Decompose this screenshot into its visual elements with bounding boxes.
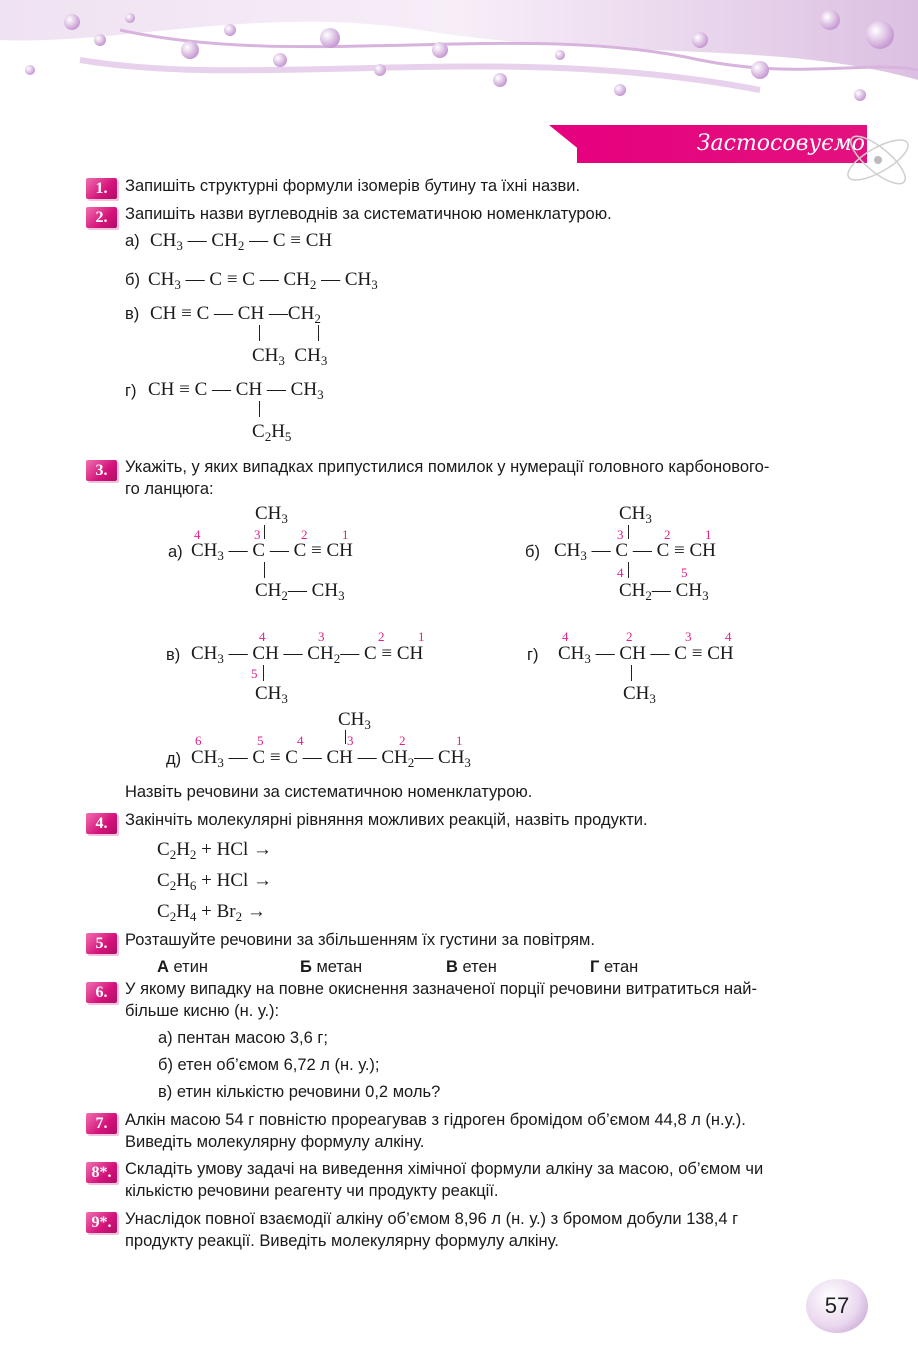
q2-formula-c: CH ≡ C — CH $—CH_2$: [150, 303, 321, 326]
q3-label-a: а): [168, 543, 183, 561]
q3b-top: $CH_3$: [619, 503, 652, 526]
q3c-bottom: $CH_3$: [255, 683, 288, 706]
q3d-n4a: 4: [562, 629, 569, 644]
question-4-text: Закінчіть молекулярні рівняння можливих реакцій, назвіть продукти.: [125, 811, 648, 829]
question-badge-3: 3.: [86, 460, 117, 481]
question-badge-9: 9*.: [86, 1212, 117, 1233]
q3a-n4: 4: [194, 527, 201, 542]
question-8-line1: Складіть умову задачі на виведення хімічної формули алкіну за масою, об’ємом чи: [125, 1160, 764, 1178]
q2-label-d: г): [125, 382, 137, 400]
q3-label-b: б): [525, 543, 540, 561]
q3e-top: $CH_3$: [338, 709, 371, 732]
q6-item-c: в) етин кількістю речовини 0,2 моль?: [158, 1083, 441, 1101]
q2-formula-d: CH ≡ C — CH — $CH_3$: [148, 379, 324, 402]
q3c-n2: 2: [378, 629, 385, 644]
q3a-top: $CH_3$: [255, 503, 288, 526]
page-number: 57: [806, 1279, 868, 1333]
q2-formula-a: $CH_3$ — $CH_2$ — C ≡ CH: [150, 230, 333, 253]
q3b-n2: 2: [664, 527, 671, 542]
q3a-bottom: $CH_2—$ $CH_3$: [255, 580, 345, 603]
question-badge-5: 5.: [86, 933, 117, 954]
q3e-main: $CH_3$ — C ≡ C — CH — $CH_2—$ $CH_3$: [191, 747, 471, 770]
q3a-n3: 3: [254, 527, 261, 542]
q3c-main: $CH_3$ — CH — $CH_2—$ C ≡ CH: [191, 643, 424, 666]
q3-label-e: д): [166, 750, 182, 768]
q2-label-a: а): [125, 232, 140, 250]
question-7-line2: Виведіть молекулярну формулу алкіну.: [125, 1133, 425, 1151]
q2-formula-d-sub: $C_2H_5$: [252, 421, 292, 444]
q3e-n5: 5: [257, 733, 264, 748]
q3e-n4: 4: [297, 733, 304, 748]
question-5-text: Розташуйте речовини за збільшенням їх густини за повітрям.: [125, 931, 595, 949]
question-9-line1: Унаслідок повної взаємодії алкіну об’ємом 8,96 л (н. у.) з бромом добули 138,4 г: [125, 1210, 739, 1228]
q3e-n3: 3: [347, 733, 354, 748]
question-1-text: Запишіть структурні формули ізомерів бутину та їхні назви.: [125, 177, 581, 195]
q3c-n4: 4: [259, 629, 266, 644]
question-badge-4: 4.: [86, 813, 117, 834]
q2-label-c: в): [125, 305, 140, 323]
question-2-text: Запишіть назви вуглеводнів за систематичною номенклатурою.: [125, 205, 612, 223]
q3e-n2: 2: [399, 733, 406, 748]
atom-decoration-icon: [838, 110, 918, 210]
q3b-n1: 1: [705, 527, 712, 542]
q4-equation-3: $C_2H_4 + Br_2$ →: [157, 901, 266, 924]
question-3-line2: го ланцюга:: [125, 480, 214, 498]
q6-item-a: а) пентан масою 3,6 г;: [158, 1029, 328, 1047]
q2-formula-b: $CH_3$ — C ≡ C — $CH_2$ — $CH_3$: [148, 269, 378, 292]
q3d-n2: 2: [626, 629, 633, 644]
q3a-n1: 1: [342, 527, 349, 542]
question-7-line1: Алкін масою 54 г повністю прореагував з гідроген бромідом об’ємом 44,8 л (н.у.).: [125, 1111, 746, 1129]
q5-option-a: А етин: [157, 958, 209, 976]
q4-equation-2: $C_2H_6$ + HCl →: [157, 870, 273, 893]
question-badge-1: 1.: [86, 178, 117, 199]
q3d-main: $CH_3$ — CH — C ≡ CH: [558, 643, 734, 666]
question-6-line2: більше кисню (н. у.):: [125, 1002, 280, 1020]
question-3-line1: Укажіть, у яких випадках припустилися помилок у нумерації головного карбонового-: [125, 458, 770, 476]
q3a-n2: 2: [301, 527, 308, 542]
q3d-bottom: $CH_3$: [623, 683, 656, 706]
q3b-main: $CH_3$ — C — C ≡ CH: [554, 540, 716, 563]
question-badge-8: 8*.: [86, 1162, 117, 1183]
question-badge-2: 2.: [86, 207, 117, 228]
q3b-bottom: $CH_2—$ $CH_3$: [619, 580, 709, 603]
q4-equation-1: $C_2H_2$ + HCl →: [157, 839, 273, 862]
q3b-n4: 4: [617, 565, 624, 580]
section-banner-title: Застосовуємо: [696, 131, 865, 156]
question-badge-6: 6.: [86, 982, 117, 1003]
q2-label-b: б): [125, 271, 140, 289]
q5-option-d: Г етан: [590, 958, 639, 976]
question-badge-7: 7.: [86, 1113, 117, 1134]
q3-label-d: г): [527, 646, 539, 664]
q3a-main: $CH_3$ — C — C ≡ CH: [191, 540, 353, 563]
q5-option-b: Б метан: [300, 958, 363, 976]
q3b-n5: 5: [681, 565, 688, 580]
q3c-n5: 5: [251, 666, 258, 681]
q3d-n3: 3: [685, 629, 692, 644]
header-decoration: [0, 0, 918, 125]
q3d-n4b: 4: [725, 629, 732, 644]
question-6-line1: У якому випадку на повне окиснення зазначеної порції речовини витратиться най-: [125, 980, 757, 998]
q2-formula-c-sub: $CH_3$ $CH_3$: [252, 345, 328, 368]
q6-item-b: б) етен об’ємом 6,72 л (н. у.);: [158, 1056, 380, 1074]
q5-option-c: В етен: [446, 958, 497, 976]
question-9-line2: продукту реакції. Виведіть молекулярну формулу алкіну.: [125, 1232, 559, 1250]
q3e-n6: 6: [195, 733, 202, 748]
question-3-after: Назвіть речовини за систематичною номенклатурою.: [125, 783, 533, 801]
question-8-line2: кількістю речовини реагенту чи продукту реакції.: [125, 1182, 499, 1200]
q3c-n1: 1: [418, 629, 425, 644]
q3e-n1: 1: [456, 733, 463, 748]
q3-label-c: в): [166, 646, 181, 664]
q3c-n3: 3: [318, 629, 325, 644]
q3b-n3: 3: [617, 527, 624, 542]
